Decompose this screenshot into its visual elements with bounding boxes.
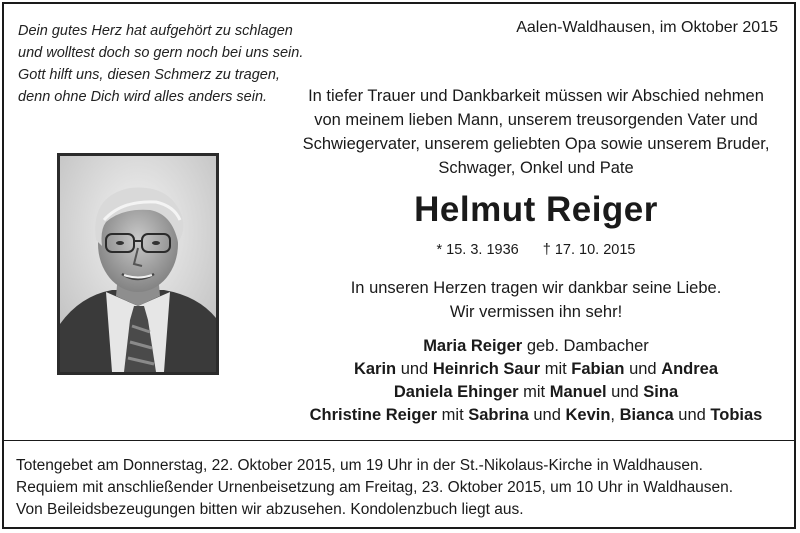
family-member: Sabrina xyxy=(468,406,529,424)
family-line xyxy=(296,358,776,381)
family-list xyxy=(296,335,776,427)
family-connector: und xyxy=(673,406,711,424)
verse-line: Dein gutes Herz hat aufgehört zu schlagen xyxy=(18,23,293,39)
family-member: Christine Reiger xyxy=(309,406,438,424)
family-member: Fabian xyxy=(571,360,625,378)
intro-line: Schwager, Onkel und Pate xyxy=(438,159,634,177)
family-line xyxy=(296,335,776,358)
intro-line: In tiefer Trauer und Dankbarkeit müssen wir Abschied nehmen xyxy=(308,87,764,105)
family-member: Tobias xyxy=(710,406,763,424)
notice-line: Von Beileidsbezeugungen bitten wir abzusehen. Kondolenzbuch liegt aus. xyxy=(16,501,524,518)
intro-line: Schwiegervater, unserem geliebten Opa sowie unserem Bruder, xyxy=(302,135,770,153)
family-member: Bianca xyxy=(619,406,674,424)
intro-text xyxy=(296,84,776,180)
place-date: Aalen-Waldhausen, im Oktober 2015 xyxy=(516,19,778,36)
family-member: Sina xyxy=(643,383,679,401)
family-connector: , xyxy=(610,406,620,424)
family-connector: und xyxy=(396,360,433,378)
family-member: Andrea xyxy=(661,360,719,378)
family-connector: und xyxy=(606,383,644,401)
family-connector: und xyxy=(528,406,566,424)
verse-line: denn ohne Dich wird alles anders sein. xyxy=(18,89,268,105)
death-date: † 17. 10. 2015 xyxy=(542,242,636,258)
family-member: Maria Reiger xyxy=(423,337,523,355)
birth-date: * 15. 3. 1936 xyxy=(436,242,519,258)
notice-line: Totengebet am Donnerstag, 22. Oktober 2015, um 19 Uhr in der St.-Nikolaus-Kirche in Waldhausen. xyxy=(16,457,703,474)
verse xyxy=(18,20,303,108)
service-notice xyxy=(16,455,733,521)
family-connector: mit xyxy=(437,406,469,424)
family-line xyxy=(296,381,776,404)
love-line: Wir vermissen ihn sehr! xyxy=(449,303,623,321)
portrait-photo xyxy=(57,153,219,375)
love-text xyxy=(296,276,776,324)
notice-line: Requiem mit anschließender Urnenbeisetzung am Freitag, 23. Oktober 2015, um 10 Uhr in Waldhausen. xyxy=(16,479,734,496)
family-member: Manuel xyxy=(549,383,607,401)
family-member: Kevin xyxy=(565,406,611,424)
family-member: Karin xyxy=(353,360,397,378)
family-member: Heinrich Saur xyxy=(432,360,541,378)
family-line xyxy=(296,404,776,427)
family-connector: und xyxy=(624,360,662,378)
love-line: In unseren Herzen tragen wir dankbar seine Liebe. xyxy=(350,279,722,297)
verse-line: Gott hilft uns, diesen Schmerz zu tragen, xyxy=(18,67,280,83)
life-dates xyxy=(296,242,776,258)
deceased-name: Helmut Reiger xyxy=(414,190,658,229)
family-connector: mit xyxy=(540,360,572,378)
portrait-image xyxy=(60,156,216,372)
family-connector: mit xyxy=(518,383,550,401)
intro-line: von meinem lieben Mann, unserem treusorgenden Vater und xyxy=(314,111,758,129)
divider xyxy=(4,440,794,441)
verse-line: und wolltest doch so gern noch bei uns sein. xyxy=(18,45,304,61)
family-member: Daniela Ehinger xyxy=(393,383,519,401)
family-connector: geb. Dambacher xyxy=(522,337,649,355)
